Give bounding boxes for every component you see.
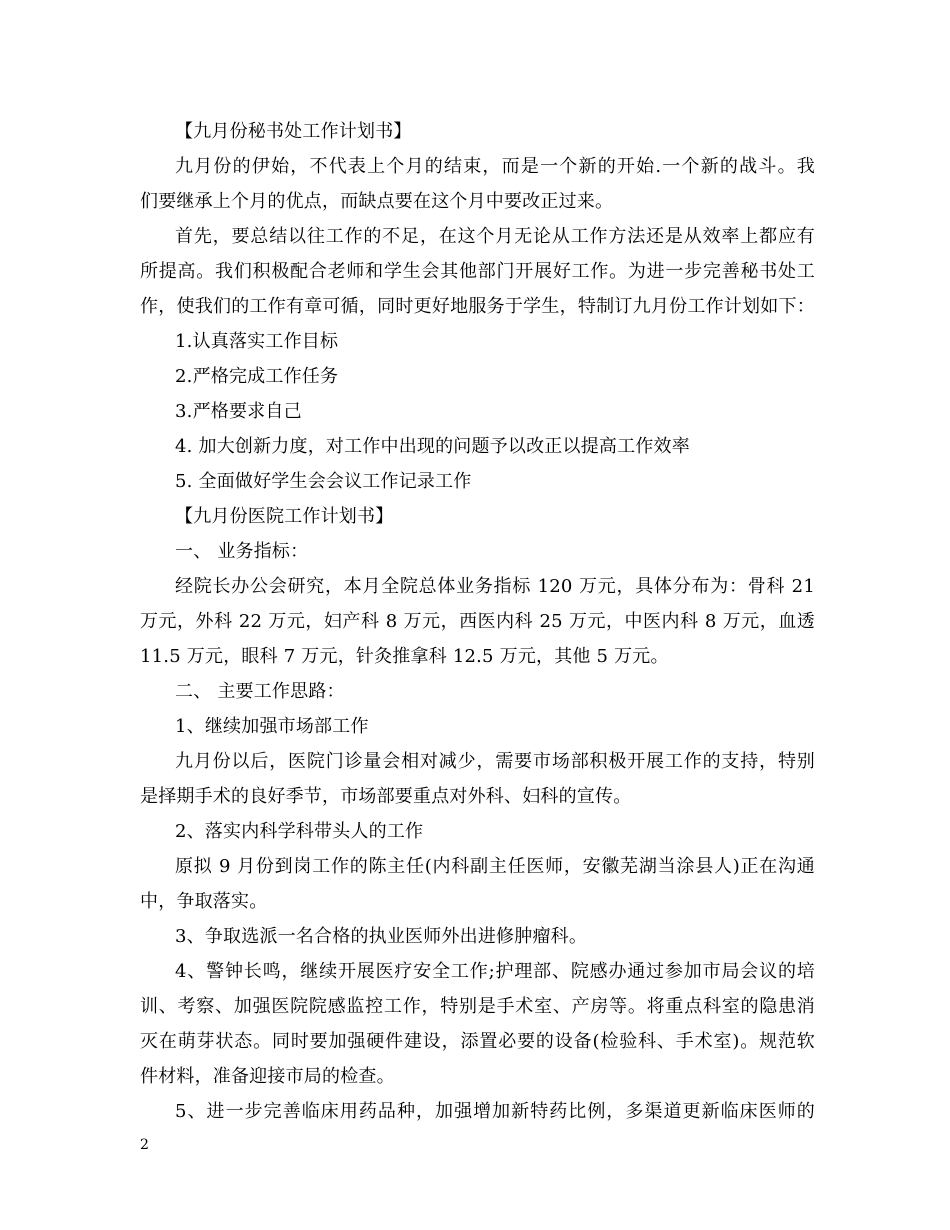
text-line: 作，使我们的工作有章可循，同时更好地服务于学生，特制订九月份工作计划如下：: [140, 296, 815, 317]
text-line: 5、进一步完善临床用药品种，加强增加新特药比例，多渠道更新临床医师的: [175, 1101, 815, 1122]
text-line: 【九月份秘书处工作计划书】: [175, 121, 412, 142]
text-line: 灭在萌芽状态。同时要加强硬件建设，添置必要的设备(检验科、手术室)。规范软: [140, 1031, 815, 1052]
text-line: 一、 业务指标：: [175, 541, 309, 562]
text-line: 3、争取选派一名合格的执业医师外出进修肿瘤科。: [175, 926, 588, 947]
text-line: 5. 全面做好学生会会议工作记录工作: [175, 471, 472, 492]
text-line: 二、 主要工作思路：: [175, 681, 345, 702]
text-line: 11.5 万元，眼科 7 万元，针灸推拿科 12.5 万元，其他 5 万元。: [140, 646, 669, 667]
text-line: 中，争取落实。: [140, 891, 268, 912]
page-number: 2: [140, 1137, 149, 1153]
text-line: 原拟 9 月份到岗工作的陈主任(内科副主任医师，安徽芜湖当涂县人)正在沟通: [175, 856, 815, 877]
text-line: 所提高。我们积极配合老师和学生会其他部门开展好工作。为进一步完善秘书处工: [140, 261, 815, 282]
text-line: 万元，外科 22 万元，妇产科 8 万元，西医内科 25 万元，中医内科 8 万元，血透: [140, 611, 815, 632]
text-line: 九月份的伊始，不代表上个月的结束，而是一个新的开始.一个新的战斗。我: [175, 156, 815, 177]
document-body: [140, 114, 815, 1129]
text-line: 首先，要总结以往工作的不足，在这个月无论从工作方法还是从效率上都应有: [175, 226, 815, 247]
text-line: 们要继承上个月的优点，而缺点要在这个月中要改正过来。: [140, 191, 614, 212]
text-line: 1.认真落实工作目标: [175, 331, 339, 352]
text-line: 九月份以后，医院门诊量会相对减少，需要市场部积极开展工作的支持，特别: [175, 751, 815, 772]
text-line: 3.严格要求自己: [175, 401, 302, 422]
text-line: 件材料，准备迎接市局的检查。: [140, 1066, 395, 1087]
text-line: 2.严格完成工作任务: [175, 366, 339, 387]
text-line: 训、考察、加强医院院感监控工作，特别是手术室、产房等。将重点科室的隐患消: [140, 996, 815, 1017]
text-line: 4. 加大创新力度，对工作中出现的问题予以改正以提高工作效率: [175, 436, 690, 457]
text-line: 经院长办公会研究，本月全院总体业务指标 120 万元，具体分布为：骨科 21: [175, 576, 815, 597]
text-line: 【九月份医院工作计划书】: [175, 506, 394, 527]
text-line: 2、落实内科学科带头人的工作: [175, 821, 424, 842]
text-line: 4、警钟长鸣，继续开展医疗安全工作;护理部、院感办通过参加市局会议的培: [175, 961, 815, 982]
text-line: 是择期手术的良好季节，市场部要重点对外科、妇科的宣传。: [140, 786, 632, 807]
text-line: 1、继续加强市场部工作: [175, 716, 369, 737]
